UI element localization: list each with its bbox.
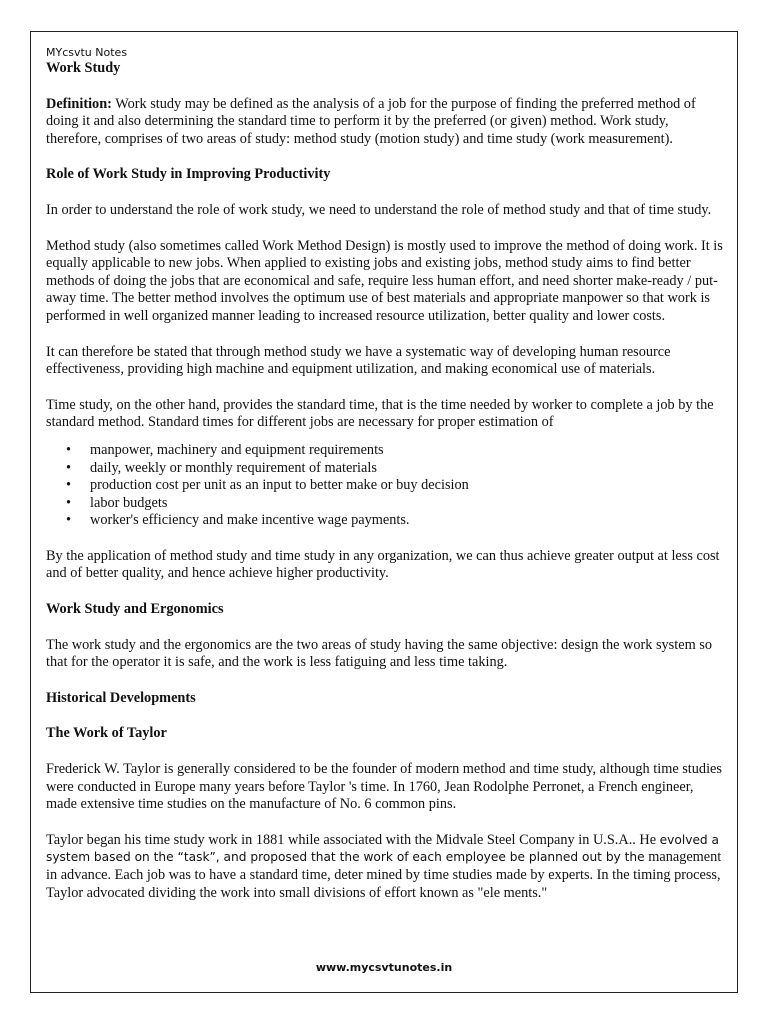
list-item: • worker's efficiency and make incentive wage payments. xyxy=(90,512,726,530)
definition-text: Work study may be defined as the analysis of a job for the purpose of finding the preferred method of doing it and also determining the standard time to perform it by the preferred (or given) method. Work study, therefore, comprises of two areas of study: method study (motion study) and time study (work measurement). xyxy=(46,95,696,147)
ergonomics-paragraph: The work study and the ergonomics are the two areas of study having the same objective: design the work system so that for the operator it is safe, and the work is less fatiguing and less time taking. xyxy=(46,636,712,671)
role-paragraph-4: Time study, on the other hand, provides the standard time, that is the time needed by worker to complete a job by the standard method. Standard times for different jobs are necessary for proper estimation of xyxy=(46,396,714,431)
role-heading: Role of Work Study in Improving Productivity xyxy=(46,166,331,183)
role-paragraph-5: By the application of method study and time study in any organization, we can thus achieve greater output at less cost and of better quality, and hence achieve higher productivity. xyxy=(46,547,720,582)
ergonomics-heading: Work Study and Ergonomics xyxy=(46,601,224,618)
role-paragraph-1: In order to understand the role of work study, we need to understand the role of method study and that of time study. xyxy=(46,201,712,218)
site-name: MYcsvtu Notes xyxy=(46,46,128,59)
taylor-paragraph-2-end: management in advance. Each job was to have a standard time, deter mined by time studies made by experts. In the timing process, Taylor advocated dividing the work into small divisions of effort known as "ele ments." xyxy=(46,849,722,901)
standard-time-bullet-list xyxy=(46,442,726,530)
page-title: Work Study xyxy=(46,60,121,76)
list-item: • labor budgets xyxy=(90,495,726,513)
document-body xyxy=(46,46,726,920)
definition-paragraph xyxy=(46,96,726,149)
taylor-paragraph-1: Frederick W. Taylor is generally considered to be the founder of modern method and time study, although time studies were conducted in Europe many years before Taylor 's time. In 1760, Jean Rodolphe Perronet, a French engineer, made extensive time studies on the manufacture of No. 6 common pins. xyxy=(46,761,722,813)
taylor-heading: The Work of Taylor xyxy=(46,725,167,742)
taylor-paragraph-2-start: Taylor began his time study work in 1881 while associated with the Midvale Steel Company in U.S.A.. He xyxy=(46,831,660,848)
history-heading: Historical Developments xyxy=(46,689,196,706)
role-paragraph-2: Method study (also sometimes called Work Method Design) is mostly used to improve the method of doing work. It is equally applicable to new jobs. When applied to existing jobs and existing jobs, method study aims to find better methods of doing the jobs that are economical and safe, require less human effort, and need shorter make-ready / put-away time. The better method involves the optimum use of best materials and appropriate manpower so that work is performed in well organized manner leading to increased resource utilization, better quality and lower costs. xyxy=(46,237,723,324)
footer-url: www.mycsvtunotes.in xyxy=(315,961,453,974)
taylor-paragraph-2-middle: evolved a system based on the “task”, and proposed that the work of each employee be planned out by the xyxy=(46,832,720,865)
list-item: • production cost per unit as an input to better make or buy decision xyxy=(90,477,726,495)
list-item: • daily, weekly or monthly requirement of materials xyxy=(90,460,726,478)
role-paragraph-3: It can therefore be stated that through method study we have a systematic way of developing human resource effectiveness, providing high machine and equipment utilization, and making economical use of materials. xyxy=(46,343,671,378)
definition-label: Definition: xyxy=(46,95,112,112)
taylor-paragraph-2 xyxy=(46,832,726,902)
list-item: • manpower, machinery and equipment requirements xyxy=(90,442,726,460)
